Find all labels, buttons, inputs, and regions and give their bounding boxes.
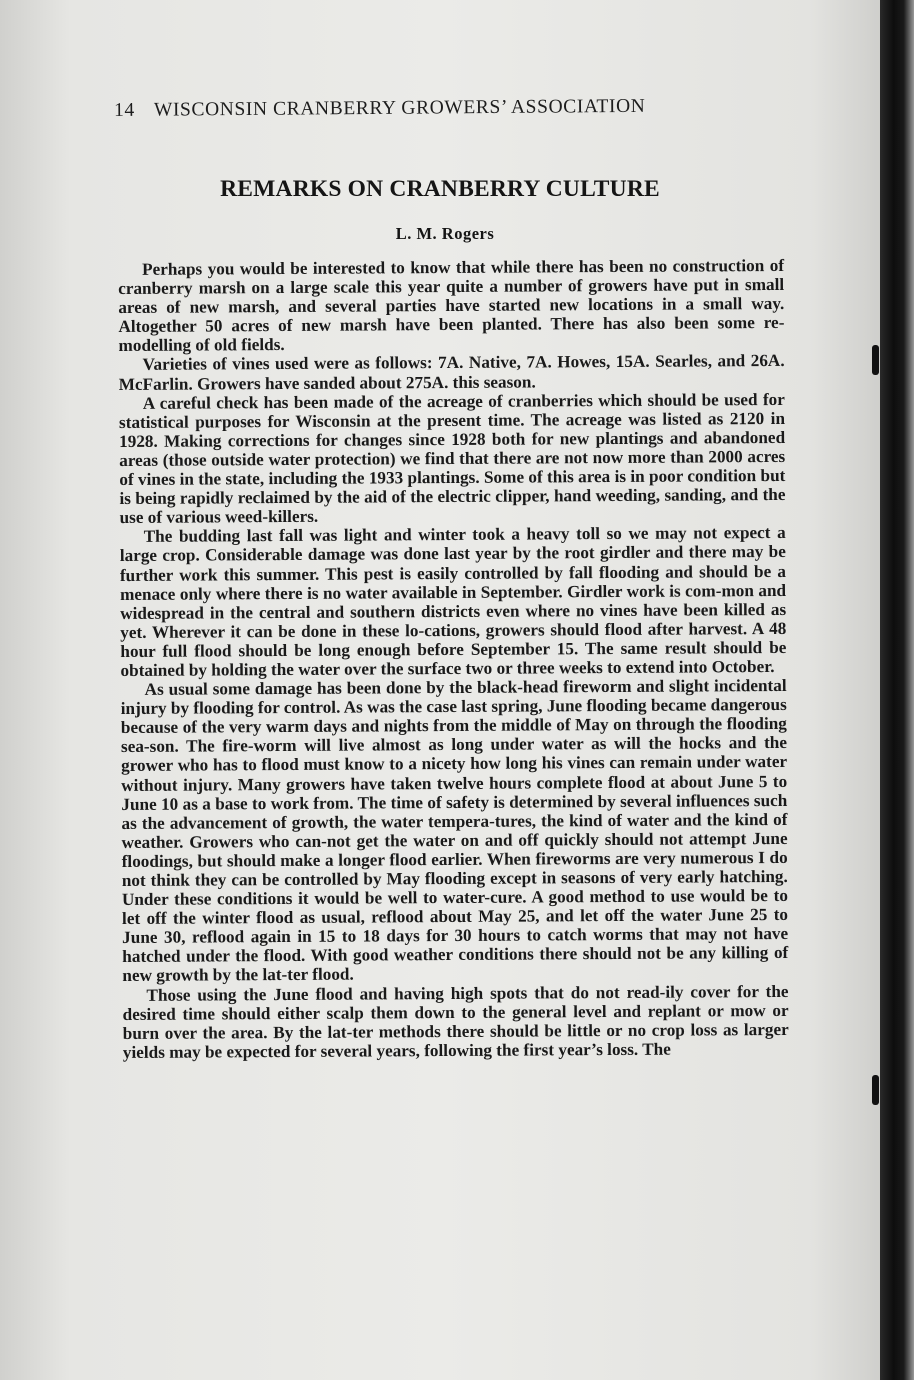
- publication-title: WISCONSIN CRANBERRY GROWERS’ ASSOCIATION: [153, 95, 646, 121]
- paragraph-varieties: Varieties of vines used were as follows: 7A. Native, 7A. Howes, 15A. Searles, and 26A. McFarlin. Growers have sanded about 275A. this season.: [118, 351, 785, 394]
- article-title: REMARKS ON CRANBERRY CULTURE: [220, 176, 660, 202]
- paragraph-acreage: A careful check has been made of the acreage of cranberries which should be used for statistical purposes for Wisconsin at the present time. The acreage was listed as 2120 in 1928. Making corrections for changes since 1928 both for new plantings and abandoned areas (those outside water protection) we find that there are not now more than 2000 acres of vines in the state, including the 1933 plantings. Some of this area is in poor condition but is being rapidly reclaimed by the aid of the electric clipper, hand weeding, sanding, and the use of various weed-killers.: [118, 389, 786, 528]
- paragraph-june-flood: Those using the June flood and having high spots that do not read-ily cover for the desired time should either scalp them down to the general level and replant or mow or burn over the area. By the lat-ter methods there should be little or no crop loss as larger yields may be expected for several years, following the first year’s loss. The: [122, 981, 789, 1062]
- paragraph-new-marsh: Perhaps you would be interested to know that while there has been no construction of cranberry marsh on a large scale this year quite a number of growers have put in small areas of new marsh, and several parties have started new locations in a small way. Altogether 50 acres of new marsh have been planted. There has also been some re-modelling of old fields.: [118, 255, 785, 356]
- binding-clip-mark: [872, 1075, 879, 1105]
- binding-clip-mark: [872, 345, 879, 375]
- article-body: [118, 256, 789, 1062]
- page-number: 14: [114, 99, 135, 121]
- book-spine-shadow: [880, 0, 914, 1380]
- paragraph-fireworm: As usual some damage has been done by the black-head fireworm and slight incidental injury by flooding for control. As was the case last spring, June flooding became dangerous because of the very warm days and nights from the middle of May on through the flooding sea-son. The fire-worm will live almost as long under water as will the hocks and the grower who has to flood must know to a nicety how long his vines can remain under water without injury. Many growers have taken twelve hours complete flood at about June 5 to June 10 as a base to work from. The time of safety is determined by several influences such as the advancement of growth, the water tempera-tures, the kind of water and the kind of weather. Growers who can-not get the water on and off quickly should not attempt June floodings, but should make a longer flood earlier. When fireworms are very numerous I do not think they can be controlled by May flooding except in seasons of very early hatching. Under these conditions it would be well to water-cure. A good method to use would be to let off the winter flood as usual, reflood about May 25, and let off the water June 25 to June 30, reflood again in 15 to 18 days for 30 hours to catch worms that may not have hatched under the flood. With good weather conditions there should not be any killing of new growth by the lat-ter flood.: [120, 675, 789, 986]
- paragraph-root-girdler: The budding last fall was light and winter took a heavy toll so we may not expect a large crop. Considerable damage was done last year by the root girdler and there may be further work this summer. This pest is easily controlled by fall flooding and should be a menace only where there is no water available in September. Girdler work is com-mon and widespread in the central and southern districts even where no vines have been killed as yet. Wherever it can be done in these lo-cations, growers should flood after harvest. A 48 hour full flood should be long enough before September 15. The same result should be obtained by holding the water over the surface two or three weeks to extend into October.: [119, 523, 787, 680]
- running-head: [114, 95, 754, 122]
- article-author: L. M. Rogers: [395, 224, 495, 243]
